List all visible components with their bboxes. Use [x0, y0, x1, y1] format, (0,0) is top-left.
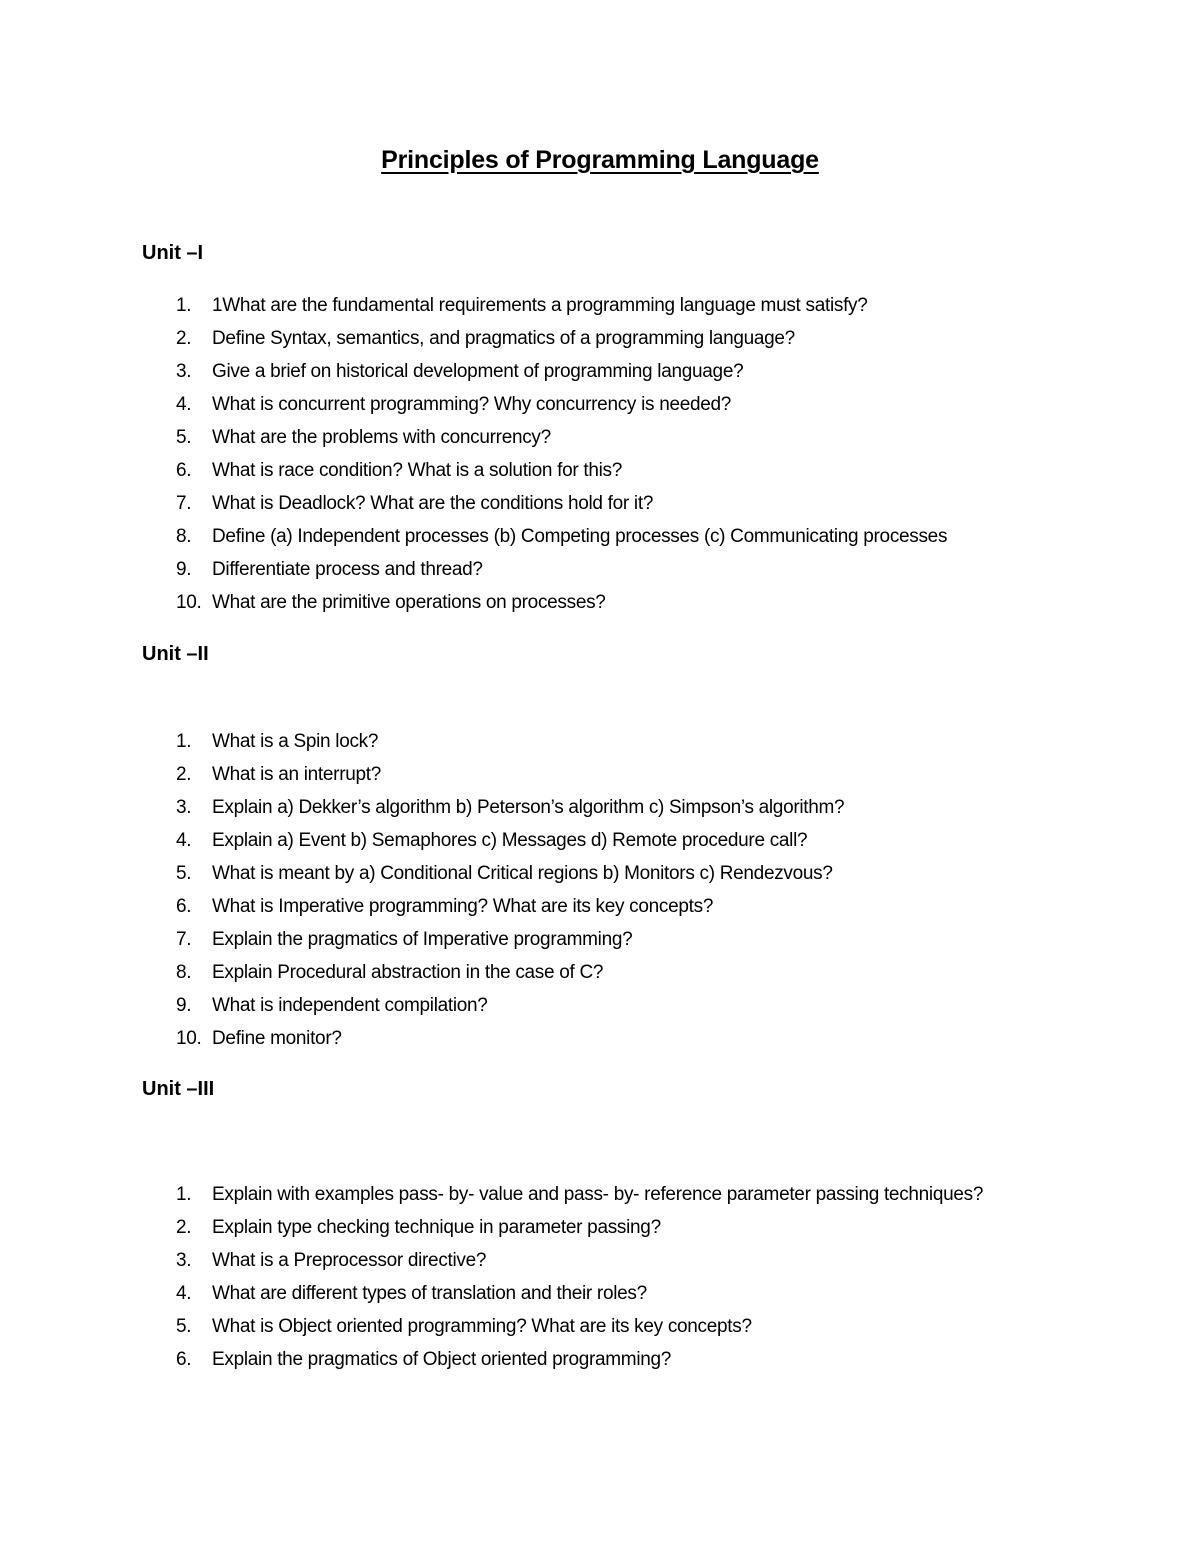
question-text: What is independent compilation? — [212, 995, 488, 1016]
question-number: 2. — [176, 328, 192, 349]
question-item — [0, 857, 1200, 890]
question-item — [0, 289, 1200, 322]
question-text: Differentiate process and thread? — [212, 559, 483, 580]
question-text: What is a Spin lock? — [212, 731, 379, 752]
question-item — [0, 758, 1200, 791]
question-item — [0, 956, 1200, 989]
question-number: 7. — [176, 929, 192, 950]
question-number: 8. — [176, 962, 192, 983]
question-item — [0, 1022, 1200, 1055]
question-item — [0, 725, 1200, 758]
question-item — [0, 421, 1200, 454]
question-item — [0, 923, 1200, 956]
question-item — [0, 1343, 1200, 1376]
question-text: What is Object oriented programming? What are its key concepts? — [212, 1316, 752, 1337]
question-text: Explain a) Dekker’s algorithm b) Peterson’s algorithm c) Simpson’s algorithm? — [212, 797, 845, 818]
question-item — [0, 520, 1200, 553]
question-number: 1. — [176, 731, 192, 752]
question-number: 6. — [176, 1349, 192, 1370]
question-item — [0, 824, 1200, 857]
question-text: Define (a) Independent processes (b) Competing processes (c) Communicating processes — [212, 526, 948, 547]
question-item — [0, 487, 1200, 520]
question-number: 1. — [176, 1184, 192, 1205]
unit-3-question-list — [0, 1178, 1200, 1376]
question-text: What is Deadlock? What are the conditions hold for it? — [212, 493, 654, 514]
question-text: Define Syntax, semantics, and pragmatics of a programming language? — [212, 328, 795, 349]
question-item — [0, 890, 1200, 923]
question-number: 3. — [176, 1250, 192, 1271]
question-number: 2. — [176, 764, 192, 785]
question-text: Explain a) Event b) Semaphores c) Messages d) Remote procedure call? — [212, 830, 808, 851]
question-text: What is an interrupt? — [212, 764, 382, 785]
question-item — [0, 553, 1200, 586]
unit-1-question-list — [0, 289, 1200, 619]
question-text: Explain type checking technique in parameter passing? — [212, 1217, 661, 1238]
question-item — [0, 1211, 1200, 1244]
question-item — [0, 322, 1200, 355]
question-text: Define monitor? — [212, 1028, 342, 1049]
question-number: 5. — [176, 863, 192, 884]
question-item — [0, 1277, 1200, 1310]
question-number: 6. — [176, 896, 192, 917]
question-item — [0, 1244, 1200, 1277]
question-item — [0, 989, 1200, 1022]
question-number: 9. — [176, 559, 192, 580]
question-number: 5. — [176, 427, 192, 448]
question-number: 3. — [176, 361, 192, 382]
question-item — [0, 586, 1200, 619]
question-text: Give a brief on historical development of programming language? — [212, 361, 744, 382]
question-text: 1What are the fundamental requirements a programming language must satisfy? — [212, 295, 868, 316]
unit-2-heading: Unit –II — [142, 643, 209, 665]
question-text: Explain the pragmatics of Imperative programming? — [212, 929, 633, 950]
document-title: Principles of Programming Language — [381, 146, 819, 174]
question-text: What is meant by a) Conditional Critical regions b) Monitors c) Rendezvous? — [212, 863, 833, 884]
question-text: What are the problems with concurrency? — [212, 427, 551, 448]
question-text: What is Imperative programming? What are its key concepts? — [212, 896, 714, 917]
unit-3-heading: Unit –III — [142, 1078, 215, 1100]
question-text: What is a Preprocessor directive? — [212, 1250, 487, 1271]
question-number: 7. — [176, 493, 192, 514]
question-number: 4. — [176, 830, 192, 851]
question-text: Explain Procedural abstraction in the case of C? — [212, 962, 604, 983]
question-text: What is concurrent programming? Why concurrency is needed? — [212, 394, 732, 415]
question-number: 8. — [176, 526, 192, 547]
question-number: 4. — [176, 1283, 192, 1304]
question-number: 4. — [176, 394, 192, 415]
question-item — [0, 388, 1200, 421]
question-number: 9. — [176, 995, 192, 1016]
question-number: 1. — [176, 295, 192, 316]
question-item — [0, 1310, 1200, 1343]
question-text: What are different types of translation and their roles? — [212, 1283, 647, 1304]
unit-2-question-list — [0, 725, 1200, 1055]
question-item — [0, 355, 1200, 388]
unit-1-heading: Unit –I — [142, 242, 204, 264]
question-number: 3. — [176, 797, 192, 818]
question-item — [0, 454, 1200, 487]
question-item — [0, 791, 1200, 824]
question-text: What is race condition? What is a solution for this? — [212, 460, 622, 481]
question-number: 5. — [176, 1316, 192, 1337]
question-number: 2. — [176, 1217, 192, 1238]
question-item — [0, 1178, 1200, 1211]
question-text: Explain with examples pass- by- value and pass- by- reference parameter passing techniques? — [212, 1184, 984, 1205]
question-text: What are the primitive operations on processes? — [212, 592, 606, 613]
question-number: 10. — [176, 592, 202, 613]
question-number: 10. — [176, 1028, 202, 1049]
question-number: 6. — [176, 460, 192, 481]
question-text: Explain the pragmatics of Object oriented programming? — [212, 1349, 672, 1370]
